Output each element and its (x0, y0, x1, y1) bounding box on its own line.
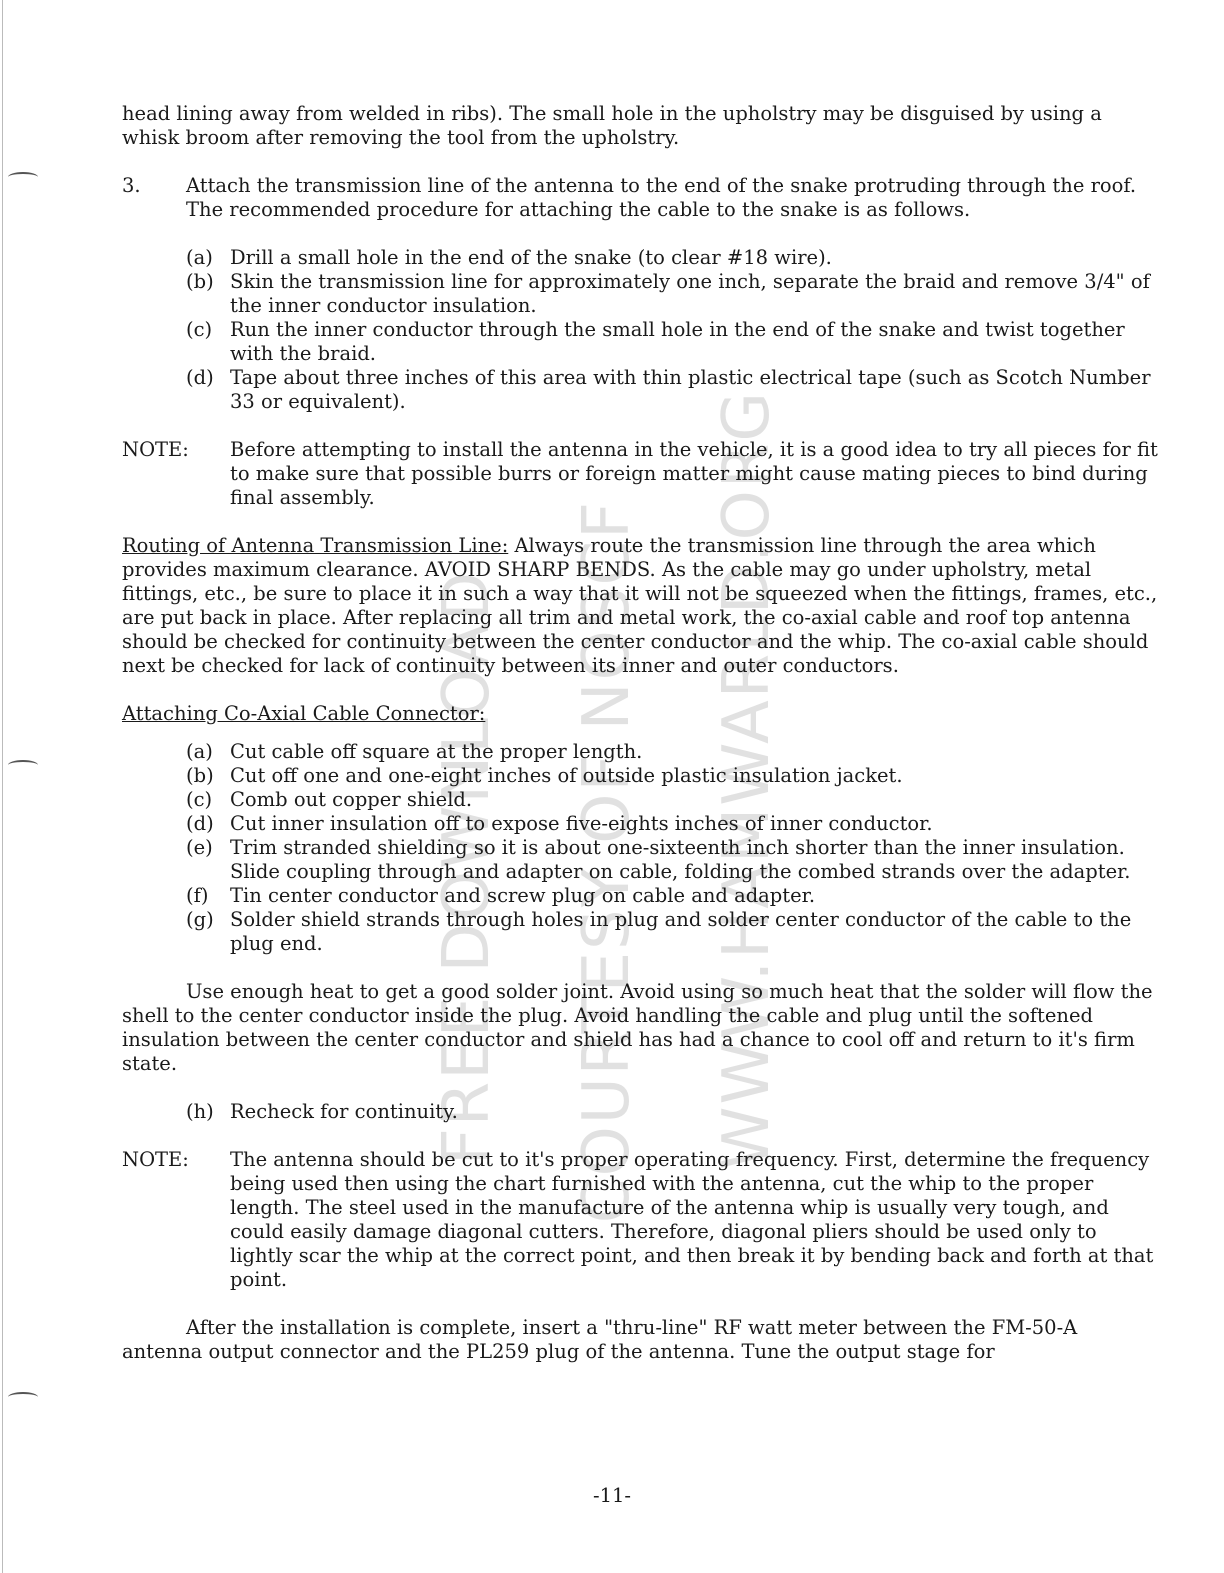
list-item-text: Solder shield strands through holes in plug and solder center conductor of the cable to the plug end. (230, 908, 1132, 955)
list-item-text: Skin the transmission line for approximately one inch, separate the braid and remove 3/4" of the inner conductor insulation. (230, 270, 1150, 317)
heat-paragraph: Use enough heat to get a good solder joint. Avoid using so much heat that the solder will flow the shell to the center conductor inside the plug. Avoid handling the cable and plug until the softened insulation between the center conductor and shield has had a chance to cool off and return to it's firm state. (122, 980, 1153, 1075)
list-item-text: Run the inner conductor through the small hole in the end of the snake and twist together with the braid. (230, 318, 1125, 365)
watermark-line-3: WWW.HAMWARLD.ORG (710, 390, 784, 1170)
watermark-line-2: COURTESY OF NOSCF (570, 500, 644, 1224)
list-item (122, 270, 1162, 318)
list-item-label: (g) (186, 908, 214, 931)
list-item (122, 908, 1162, 956)
list-item (122, 884, 1162, 908)
step-3-paragraph (122, 174, 1162, 222)
snake-attach-list (122, 246, 1162, 414)
list-item-text: Recheck for continuity. (230, 1100, 458, 1123)
note-label: NOTE: (122, 438, 189, 461)
page-number: -11- (593, 1484, 631, 1507)
list-item-text: Cut inner insulation off to expose five-eights inches of inner conductor. (230, 812, 933, 835)
list-item (122, 812, 1162, 836)
attaching-heading: Attaching Co-Axial Cable Connector: (122, 702, 486, 725)
list-item-label: (b) (186, 270, 214, 293)
list-item (122, 246, 1162, 270)
scan-edge-line (2, 0, 3, 1573)
list-item-label: (b) (186, 764, 214, 787)
connector-steps-list (122, 740, 1162, 956)
note-text: The antenna should be cut to it's proper operating frequency. First, determine the frequency being used then using the chart furnished with the antenna, cut the whip to the proper length. The steel used in the manufacture of the antenna whip is usually very tough, and could easily damage diagonal cutters. Therefore, diagonal pliers should be used only to lightly scar the whip at the correct point, and then break it by bending back and forth at that point. (230, 1148, 1154, 1291)
list-item (122, 836, 1162, 884)
list-item-text: Tape about three inches of this area with thin plastic electrical tape (such as Scotch Number 33 or equivalent). (230, 366, 1151, 413)
final-paragraph: After the installation is complete, insert a "thru-line" RF watt meter between the FM-50-A antenna output connector and the PL259 plug of the antenna. Tune the output stage for (122, 1316, 1078, 1363)
list-item-label: (a) (186, 740, 213, 763)
list-item (122, 740, 1162, 764)
list-item-label: (d) (186, 366, 214, 389)
list-item-label: (e) (186, 836, 213, 859)
list-item-label: (d) (186, 812, 214, 835)
list-item (122, 764, 1162, 788)
list-item-text: Cut off one and one-eight inches of outside plastic insulation jacket. (230, 764, 903, 787)
list-item (122, 1100, 1162, 1124)
recheck-list (122, 1100, 1162, 1124)
binder-hole-mark (8, 1392, 38, 1402)
note-fit-check (122, 438, 1162, 510)
note-cut-antenna (122, 1148, 1162, 1292)
note-label: NOTE: (122, 1148, 189, 1171)
list-item (122, 318, 1162, 366)
list-item-text: Comb out copper shield. (230, 788, 473, 811)
page-body (122, 102, 1162, 1364)
intro-paragraph: head lining away from welded in ribs). The small hole in the upholstry may be disguised by using a whisk broom after removing the tool from the upholstry. (122, 102, 1102, 149)
list-item-label: (a) (186, 246, 213, 269)
list-item (122, 366, 1162, 414)
routing-text: Always route the transmission line through the area which provides maximum clearance. AVOID SHARP BENDS. As the cable may go under upholstry, metal fittings, etc., be sure to place it in such a way that it will not be squeezed when the fittings, frames, etc., are put back in place. After replacing all trim and metal work, the co-axial cable and roof top antenna should be checked for continuity between the center conductor and the whip. The co-axial cable should next be checked for lack of continuity between its inner and outer conductors. (122, 534, 1158, 677)
routing-paragraph (122, 534, 1162, 678)
note-text: Before attempting to install the antenna in the vehicle, it is a good idea to try all pieces for fit to make sure that possible burrs or foreign matter might cause mating pieces to bind during final assembly. (230, 438, 1158, 509)
list-item-text: Drill a small hole in the end of the snake (to clear #18 wire). (230, 246, 832, 269)
list-item-label: (f) (186, 884, 209, 907)
list-item-label: (c) (186, 788, 213, 811)
routing-heading: Routing of Antenna Transmission Line: (122, 534, 509, 557)
list-item (122, 788, 1162, 812)
list-item-label: (c) (186, 318, 213, 341)
list-item-text: Trim stranded shielding so it is about one-sixteenth inch shorter than the inner insulation. Slide coupling through and adapter on cable, folding the combed strands over the adapter. (230, 836, 1131, 883)
binder-hole-mark (8, 760, 38, 770)
list-item-label: (h) (186, 1100, 214, 1123)
list-item-text: Cut cable off square at the proper length. (230, 740, 643, 763)
binder-hole-mark (8, 172, 38, 182)
step-text: Attach the transmission line of the antenna to the end of the snake protruding through the roof. The recommended procedure for attaching the cable to the snake is as follows. (186, 174, 1137, 221)
watermark-line-1: FREE DOWNLOAD (430, 570, 504, 1165)
list-item-text: Tin center conductor and screw plug on cable and adapter. (230, 884, 816, 907)
step-number: 3. (122, 174, 141, 197)
